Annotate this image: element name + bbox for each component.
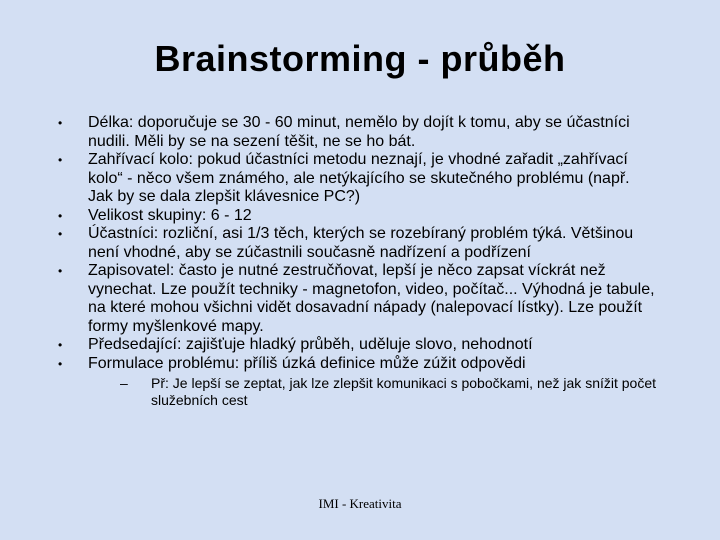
bullet-text: Délka: doporučuje se 30 - 60 minut, nemělo by dojít k tomu, aby se účastníci nudili. Měli by se na sezení těšit, ne se ho bát. [88,114,630,150]
bullet-icon: • [58,338,63,352]
sub-bullet-text: Př: Je lepší se zeptat, jak lze zlepšit komunikaci s pobočkami, než jak snížit počet služebních cest [151,375,657,408]
slide-title: Brainstorming - průběh [154,38,566,79]
bullet-item [58,336,658,355]
bullet-item [58,151,658,207]
sub-bullet-item [120,375,680,408]
slide-footer: IMI - Kreativita [318,496,402,511]
bullet-text: Zapisovatel: často je nutné zestručňovat, lepší je něco zapsat víckrát než vynechat. Lze použít techniky - magnetofon, video, počítač... Výhodná je tabule, na které mohou všichni vidět dosavadní nápady (nalepovací lístky). Lze použít formy myšlenkové mapy. [88,262,655,335]
sub-bullet-list [120,375,680,408]
bullet-icon: • [58,208,63,223]
bullet-icon: • [58,264,63,278]
bullet-icon: • [58,356,63,371]
dash-icon: – [120,375,128,391]
bullet-item [58,262,658,336]
bullet-icon: • [58,227,63,241]
bullet-item [58,207,658,226]
bullet-text: Předsedající: zajišťuje hladký průběh, uděluje slovo, nehodnotí [88,336,533,353]
bullet-list [58,114,658,408]
bullet-icon: • [58,116,63,130]
bullet-item [58,114,658,151]
bullet-text: Účastníci: rozliční, asi 1/3 těch, kterých se rozebíraný problém týká. Většinou není vhodné, aby se zúčastnili současně nadřízení a podřízení [88,225,634,261]
bullet-text: Zahřívací kolo: pokud účastníci metodu neznají, je vhodné zařadit „zahřívací kolo“ - něco všem známého, ale netýkajícího se skutečného problému (např. Jak by se dala zlepšit klávesnice PC?) [88,151,630,205]
bullet-text: Formulace problému: příliš úzká definice může zúžit odpovědi [88,354,526,372]
bullet-text: Velikost skupiny: 6 - 12 [88,206,252,224]
bullet-item [58,225,658,262]
bullet-icon: • [58,153,63,167]
bullet-item [58,355,658,409]
